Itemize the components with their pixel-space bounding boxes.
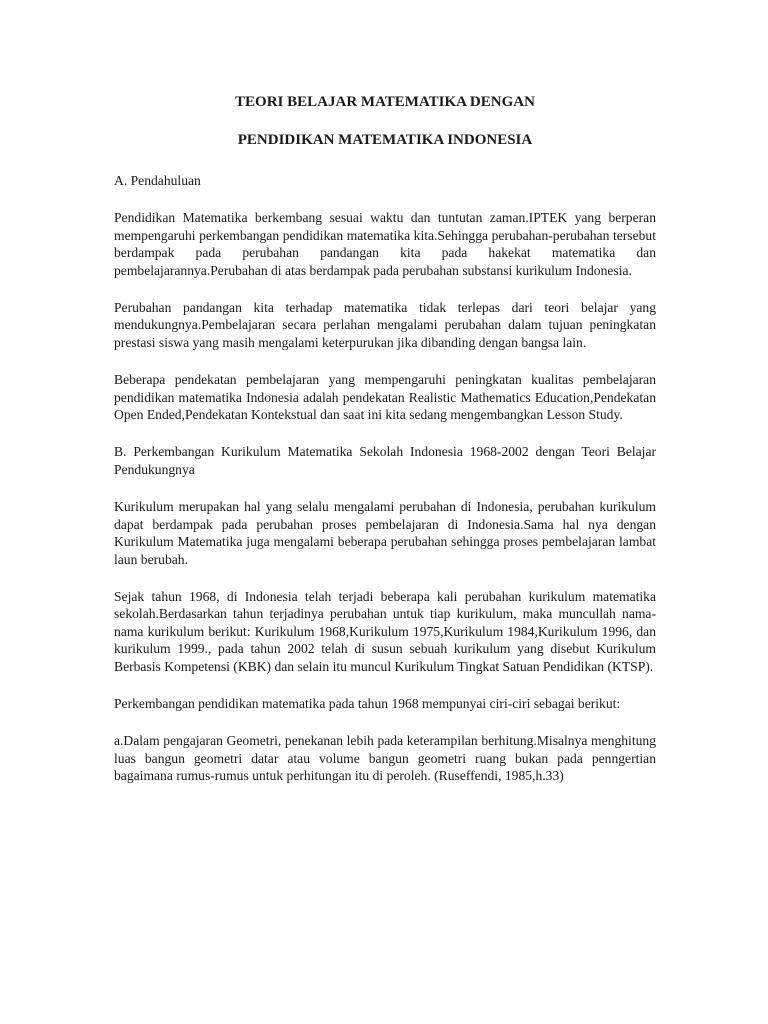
paragraph-a-2: Perubahan pandangan kita terhadap matematika tidak terlepas dari teori belajar yang mendukungnya.Pembelajaran secara perlahan mengalami perubahan dalam tujuan peningkatan prestasi siswa yang masih mengalami keterpurukan jika dibanding dengan bangsa lain. [114,300,656,350]
paragraph-b-1: Kurikulum merupakan hal yang selalu mengalami perubahan di Indonesia, perubahan kurikulum dapat berdampak pada perubahan proses pembelajaran di Indonesia.Sama hal nya dengan Kurikulum Matematika juga mengalami beberapa perubahan sehingga proses pembelajaran lambat laun berubah. [114,499,656,567]
document-page [114,82,656,785]
document-title-line-2: PENDIDIKAN MATEMATIKA INDONESIA [237,132,533,148]
document-title-line-1: TEORI BELAJAR MATEMATIKA DENGAN [235,94,535,110]
paragraph-a-3: Beberapa pendekatan pembelajaran yang mempengaruhi peningkatan kualitas pembelajaran pendidikan matematika Indonesia adalah pendekatan Realistic Mathematics Education,Pendekatan Open Ended,Pendekatan Kontekstual dan saat ini kita sedang mengembangkan Lesson Study. [114,372,656,423]
section-heading-perkembangan-kurikulum: B. Perkembangan Kurikulum Matematika Sekolah Indonesia 1968-2002 dengan Teori Belajar Pendukungnya [114,444,656,477]
section-heading-pendahuluan: A. Pendahuluan [114,173,201,188]
paragraph-a-1: Pendidikan Matematika berkembang sesuai waktu dan tuntutan zaman.IPTEK yang berperan mempengaruhi perkembangan pendidikan matematika kita.Sehingga perubahan-perubahan tersebut berdampak pada perubahan pandangan kita pada hakekat matematika dan pembelajarannya.Perubahan di atas berdampak pada perubahan substansi kurikulum Indonesia. [114,210,656,278]
paragraph-b-2: Sejak tahun 1968, di Indonesia telah terjadi beberapa kali perubahan kurikulum matematika sekolah.Berdasarkan tahun terjadinya perubahan untuk tiap kurikulum, maka muncullah nama-nama kurikulum berikut: Kurikulum 1968,Kurikulum 1975,Kurikulum 1984,Kurikulum 1996, dan kurikulum 1999., pada tahun 2002 telah di susun sebuah kurikulum yang disebut Kurikulum Berbasis Kompetensi (KBK) dan selain itu muncul Kurikulum Tingkat Satuan Pendidikan (KTSP). [114,588,656,674]
paragraph-b-3: Perkembangan pendidikan matematika pada tahun 1968 mempunyai ciri-ciri sebagai berikut: [114,695,621,711]
paragraph-b-4: a.Dalam pengajaran Geometri, penekanan lebih pada keterampilan berhitung.Misalnya menghitung luas bangun geometri datar atau volume bangun geometri ruang bukan pada penngertian bagaimana rumus-rumus untuk perhitungan itu di peroleh. (Ruseffendi, 1985,h.33) [114,733,656,784]
